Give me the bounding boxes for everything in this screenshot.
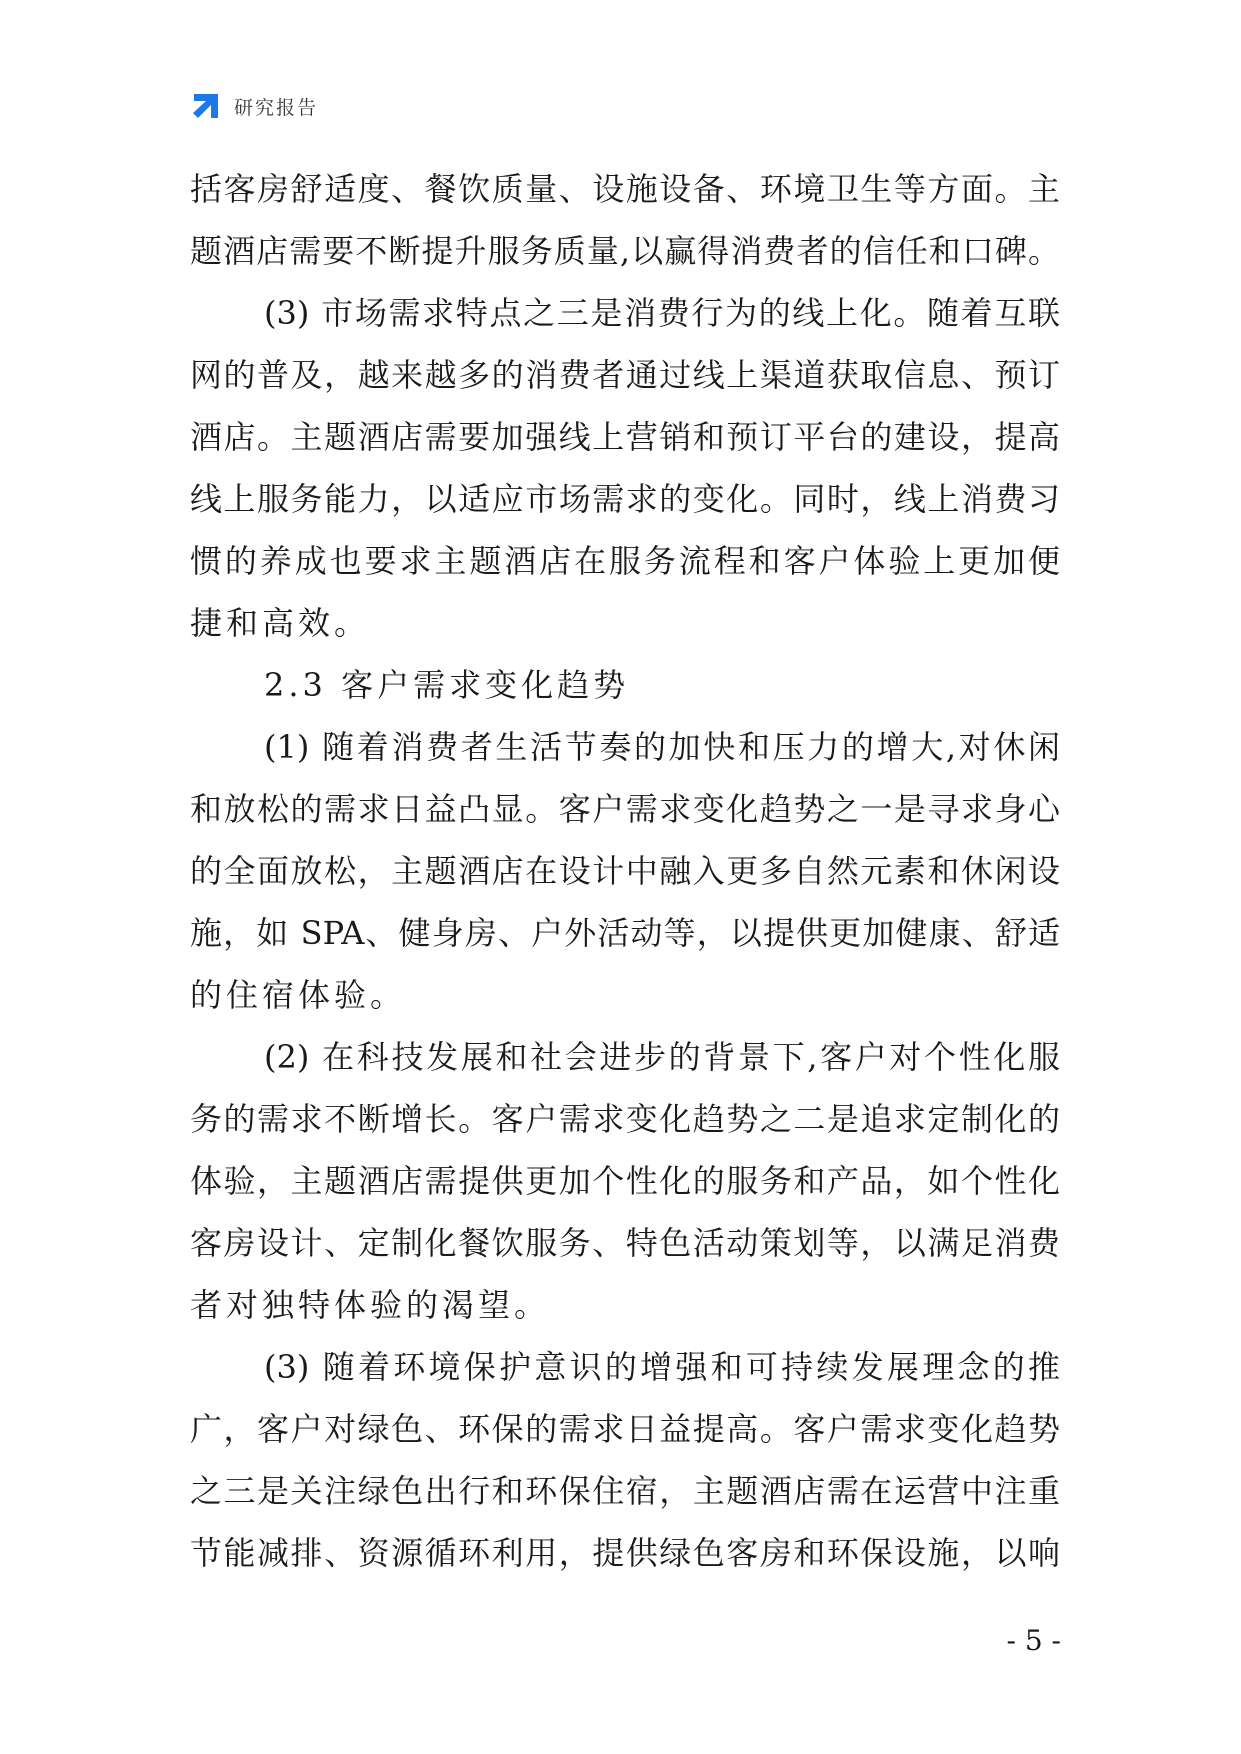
text-line: 施，如 SPA、健身房、户外活动等，以提供更加健康、舒适 <box>190 914 1060 952</box>
text-line: 广，客户对绿色、环保的需求日益提高。客户需求变化趋势 <box>190 1410 1060 1448</box>
text-line: 之三是关注绿色出行和环保住宿，主题酒店需在运营中注重 <box>190 1472 1060 1510</box>
text-line: 节能减排、资源循环利用，提供绿色客房和环保设施，以响 <box>190 1534 1060 1572</box>
text-line: 题酒店需要不断提升服务质量,以赢得消费者的信任和口碑。 <box>190 232 1060 270</box>
text-line: 酒店。主题酒店需要加强线上营销和预订平台的建设，提高 <box>190 418 1060 456</box>
text-line: 体验，主题酒店需提供更加个性化的服务和产品，如个性化 <box>190 1162 1060 1200</box>
text-line: 者对独特体验的渴望。 <box>190 1286 551 1324</box>
body-text <box>190 158 1060 1584</box>
header-title: 研究报告 <box>234 96 319 119</box>
page-number: - 5 - <box>1006 1624 1061 1657</box>
text-line: 务的需求不断增长。客户需求变化趋势之二是追求定制化的 <box>190 1100 1060 1138</box>
text-line: 捷和高效。 <box>190 604 371 642</box>
text-line: 括客房舒适度、餐饮质量、设施设备、环境卫生等方面。主 <box>190 170 1060 208</box>
text-line: (3) 随着环境保护意识的增强和可持续发展理念的推 <box>264 1348 1060 1386</box>
text-line: 惯的养成也要求主题酒店在服务流程和客户体验上更加便 <box>190 542 1060 580</box>
text-line: 线上服务能力，以适应市场需求的变化。同时，线上消费习 <box>190 480 1060 518</box>
text-line: 的住宿体验。 <box>190 976 407 1014</box>
text-line: (1) 随着消费者生活节奏的加快和压力的增大,对休闲 <box>264 728 1060 766</box>
text-line: (2) 在科技发展和社会进步的背景下,客户对个性化服 <box>264 1038 1060 1076</box>
arrow-logo-icon <box>190 90 222 122</box>
text-line: 和放松的需求日益凸显。客户需求变化趋势之一是寻求身心 <box>190 790 1060 828</box>
text-line: (3) 市场需求特点之三是消费行为的线上化。随着互联 <box>264 294 1060 332</box>
text-line: 网的普及，越来越多的消费者通过线上渠道获取信息、预订 <box>190 356 1060 394</box>
text-line: 2.3 客户需求变化趋势 <box>264 666 630 704</box>
text-line: 的全面放松，主题酒店在设计中融入更多自然元素和休闲设 <box>190 852 1060 890</box>
text-line: 客房设计、定制化餐饮服务、特色活动策划等，以满足消费 <box>190 1224 1060 1262</box>
page-header <box>190 88 318 124</box>
